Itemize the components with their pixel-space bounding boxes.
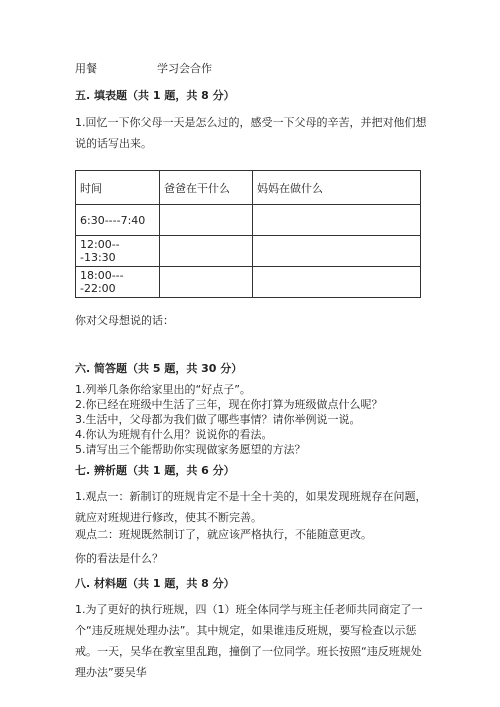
section8-text: 1.为了更好的执行班规，四（1）班全体同学与班主任老师共同商定了一个“违反班规处理办法”。其中规定，如果谁违反班规，要写检查以示惩戒。一天，吴华在教室里乱跑，撞倒了一位同学。班长按照“违反班规处理办法”要吴华 bbox=[75, 603, 423, 679]
section6-heading: 六. 简答题（共 5 题，共 30 分） bbox=[75, 362, 243, 375]
table-cell-dad[interactable] bbox=[160, 236, 253, 267]
list-item: 2.你已经在班级中生活了三年，现在你打算为班级做点什么呢？ bbox=[75, 398, 383, 411]
section8-heading: 八. 材料题（共 1 题，共 8 分） bbox=[75, 577, 235, 590]
section7-view2: 观点二：班规既然制订了，就应该严格执行，不能随意更改。 bbox=[75, 528, 372, 541]
table-header-dad: 爸爸在干什么 bbox=[160, 171, 253, 205]
table-cell-dad[interactable] bbox=[160, 267, 253, 298]
table-cell-time: 12:00---13:30 bbox=[76, 236, 160, 267]
parents-day-table bbox=[75, 170, 421, 298]
table-header-mom: 妈妈在做什么 bbox=[253, 171, 421, 205]
section7-ask: 你的看法是什么？ bbox=[75, 552, 163, 565]
list-item: 5.请写出三个能帮助你实现做家务愿望的方法？ bbox=[75, 443, 306, 456]
list-item: 3.生活中，父母都为我们做了哪些事情？请你举例说一说。 bbox=[75, 413, 361, 426]
food-label: 用餐 bbox=[75, 62, 97, 75]
section5-prompt: 你对父母想说的话： bbox=[75, 314, 174, 327]
table-cell-mom[interactable] bbox=[253, 267, 421, 298]
section7-heading: 七. 辨析题（共 1 题，共 6 分） bbox=[75, 464, 235, 477]
table-cell-dad[interactable] bbox=[160, 205, 253, 236]
table-header-time: 时间 bbox=[76, 171, 160, 205]
table-row bbox=[76, 236, 421, 267]
list-item: 4.你认为班规有什么用？说说你的看法。 bbox=[75, 428, 273, 441]
table-row bbox=[76, 205, 421, 236]
cooperation-label: 学习会合作 bbox=[157, 62, 212, 75]
table-cell-time: 6:30----7:40 bbox=[76, 205, 160, 236]
section7-view1: 1.观点一：新制订的班规肯定不是十全十美的，如果发现班规存在问题，就应对班规进行修改，使其不断完善。 bbox=[75, 490, 427, 524]
table-cell-mom[interactable] bbox=[253, 205, 421, 236]
table-header-row bbox=[76, 171, 421, 205]
list-item: 1.列举几条你给家里出的“好点子”。 bbox=[75, 383, 251, 396]
section6-list bbox=[75, 382, 427, 457]
section5-heading: 五. 填表题（共 1 题，共 8 分） bbox=[75, 89, 235, 102]
table-cell-time: 18:00----22:00 bbox=[76, 267, 160, 298]
table-row bbox=[76, 267, 421, 298]
section5-question: 1.回忆一下你父母一天是怎么过的，感受一下父母的辛苦，并把对他们想说的话写出来。 bbox=[75, 116, 427, 150]
table-cell-mom[interactable] bbox=[253, 236, 421, 267]
